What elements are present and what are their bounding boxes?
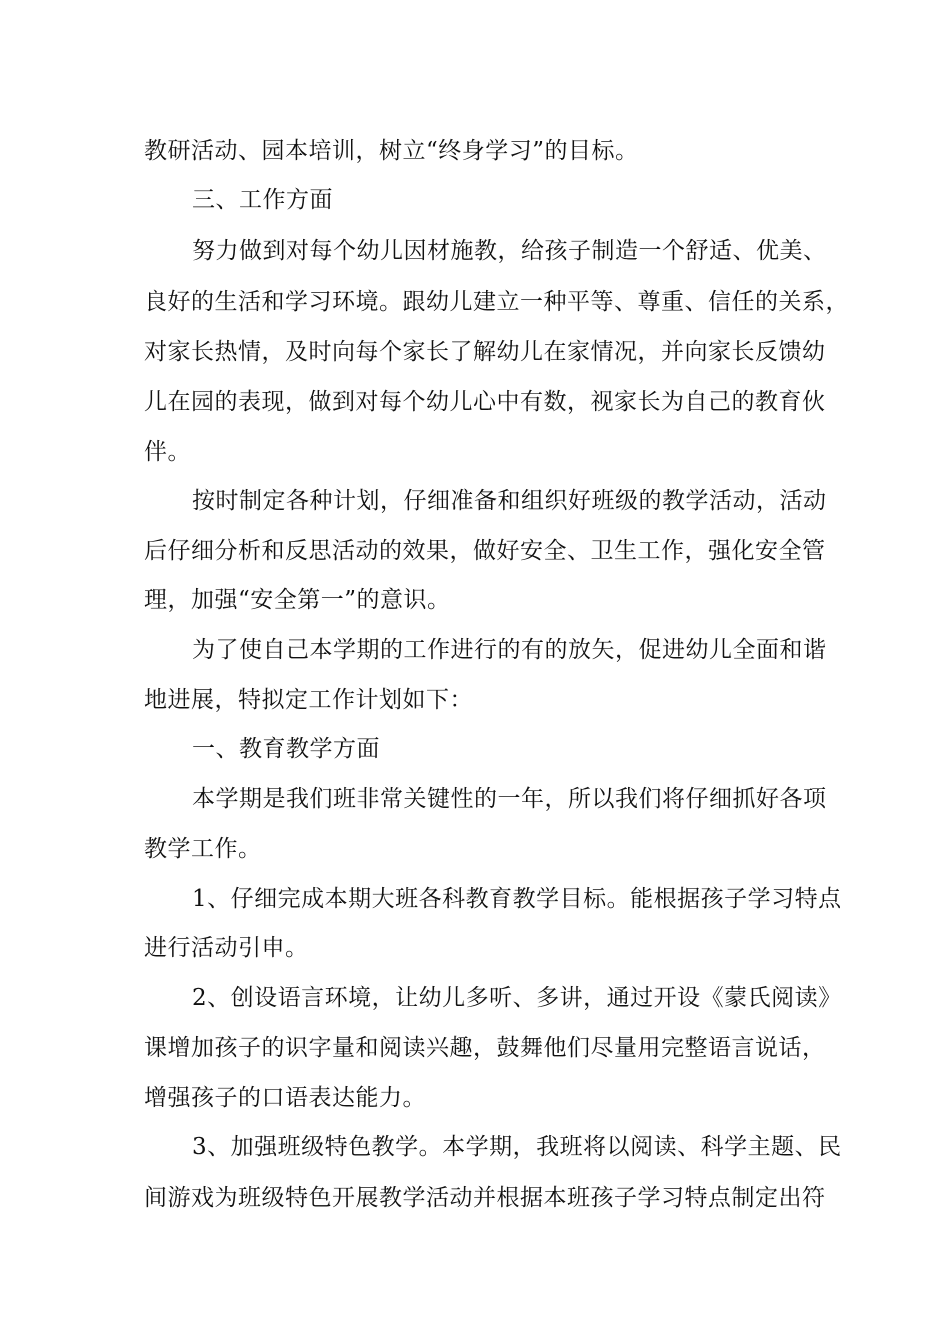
paragraph-first-line: 按时制定各种计划，仔细准备和组织好班级的教学活动，活动 <box>192 488 827 514</box>
list-item-3-line: 3、加强班级特色教学。本学期，我班将以阅读、科学主题、民 <box>192 1134 842 1160</box>
text-line: 儿在园的表现，做到对每个幼儿心中有数，视家长为自己的教育伙 <box>144 389 826 415</box>
text-line: 间游戏为班级特色开展教学活动并根据本班孩子学习特点制定出符 <box>144 1185 826 1211</box>
section-heading: 三、工作方面 <box>192 187 333 213</box>
list-item-1-line: 1、仔细完成本期大班各科教育教学目标。能根据孩子学习特点 <box>192 886 842 912</box>
text-line: 进行活动引申。 <box>144 935 309 961</box>
text-line: 地进展，特拟定工作计划如下： <box>144 687 473 713</box>
text-line: 课增加孩子的识字量和阅读兴趣，鼓舞他们尽量用完整语言说话， <box>144 1035 826 1061</box>
text-line: 教研活动、园本培训，树立“终身学习”的目标。 <box>144 138 639 164</box>
text-line: 增强孩子的口语表达能力。 <box>144 1085 426 1111</box>
text-line: 教学工作。 <box>144 836 262 862</box>
list-item-2-line: 2、创设语言环境，让幼儿多听、多讲，通过开设《蒙氏阅读》 <box>192 985 842 1011</box>
text-line: 对家长热情，及时向每个家长了解幼儿在家情况，并向家长反馈幼 <box>144 339 826 365</box>
text-line: 后仔细分析和反思活动的效果，做好安全、卫生工作，强化安全管 <box>144 538 826 564</box>
text-line: 良好的生活和学习环境。跟幼儿建立一种平等、尊重、信任的关系， <box>144 289 849 315</box>
text-line: 伴。 <box>144 439 191 465</box>
text-line: 理，加强“安全第一”的意识。 <box>144 587 451 613</box>
section-heading: 一、教育教学方面 <box>192 736 380 762</box>
paragraph-first-line: 努力做到对每个幼儿因材施教，给孩子制造一个舒适、优美、 <box>192 238 827 264</box>
paragraph-first-line: 本学期是我们班非常关键性的一年，所以我们将仔细抓好各项 <box>192 786 827 812</box>
paragraph-first-line: 为了使自己本学期的工作进行的有的放矢，促进幼儿全面和谐 <box>192 637 827 663</box>
